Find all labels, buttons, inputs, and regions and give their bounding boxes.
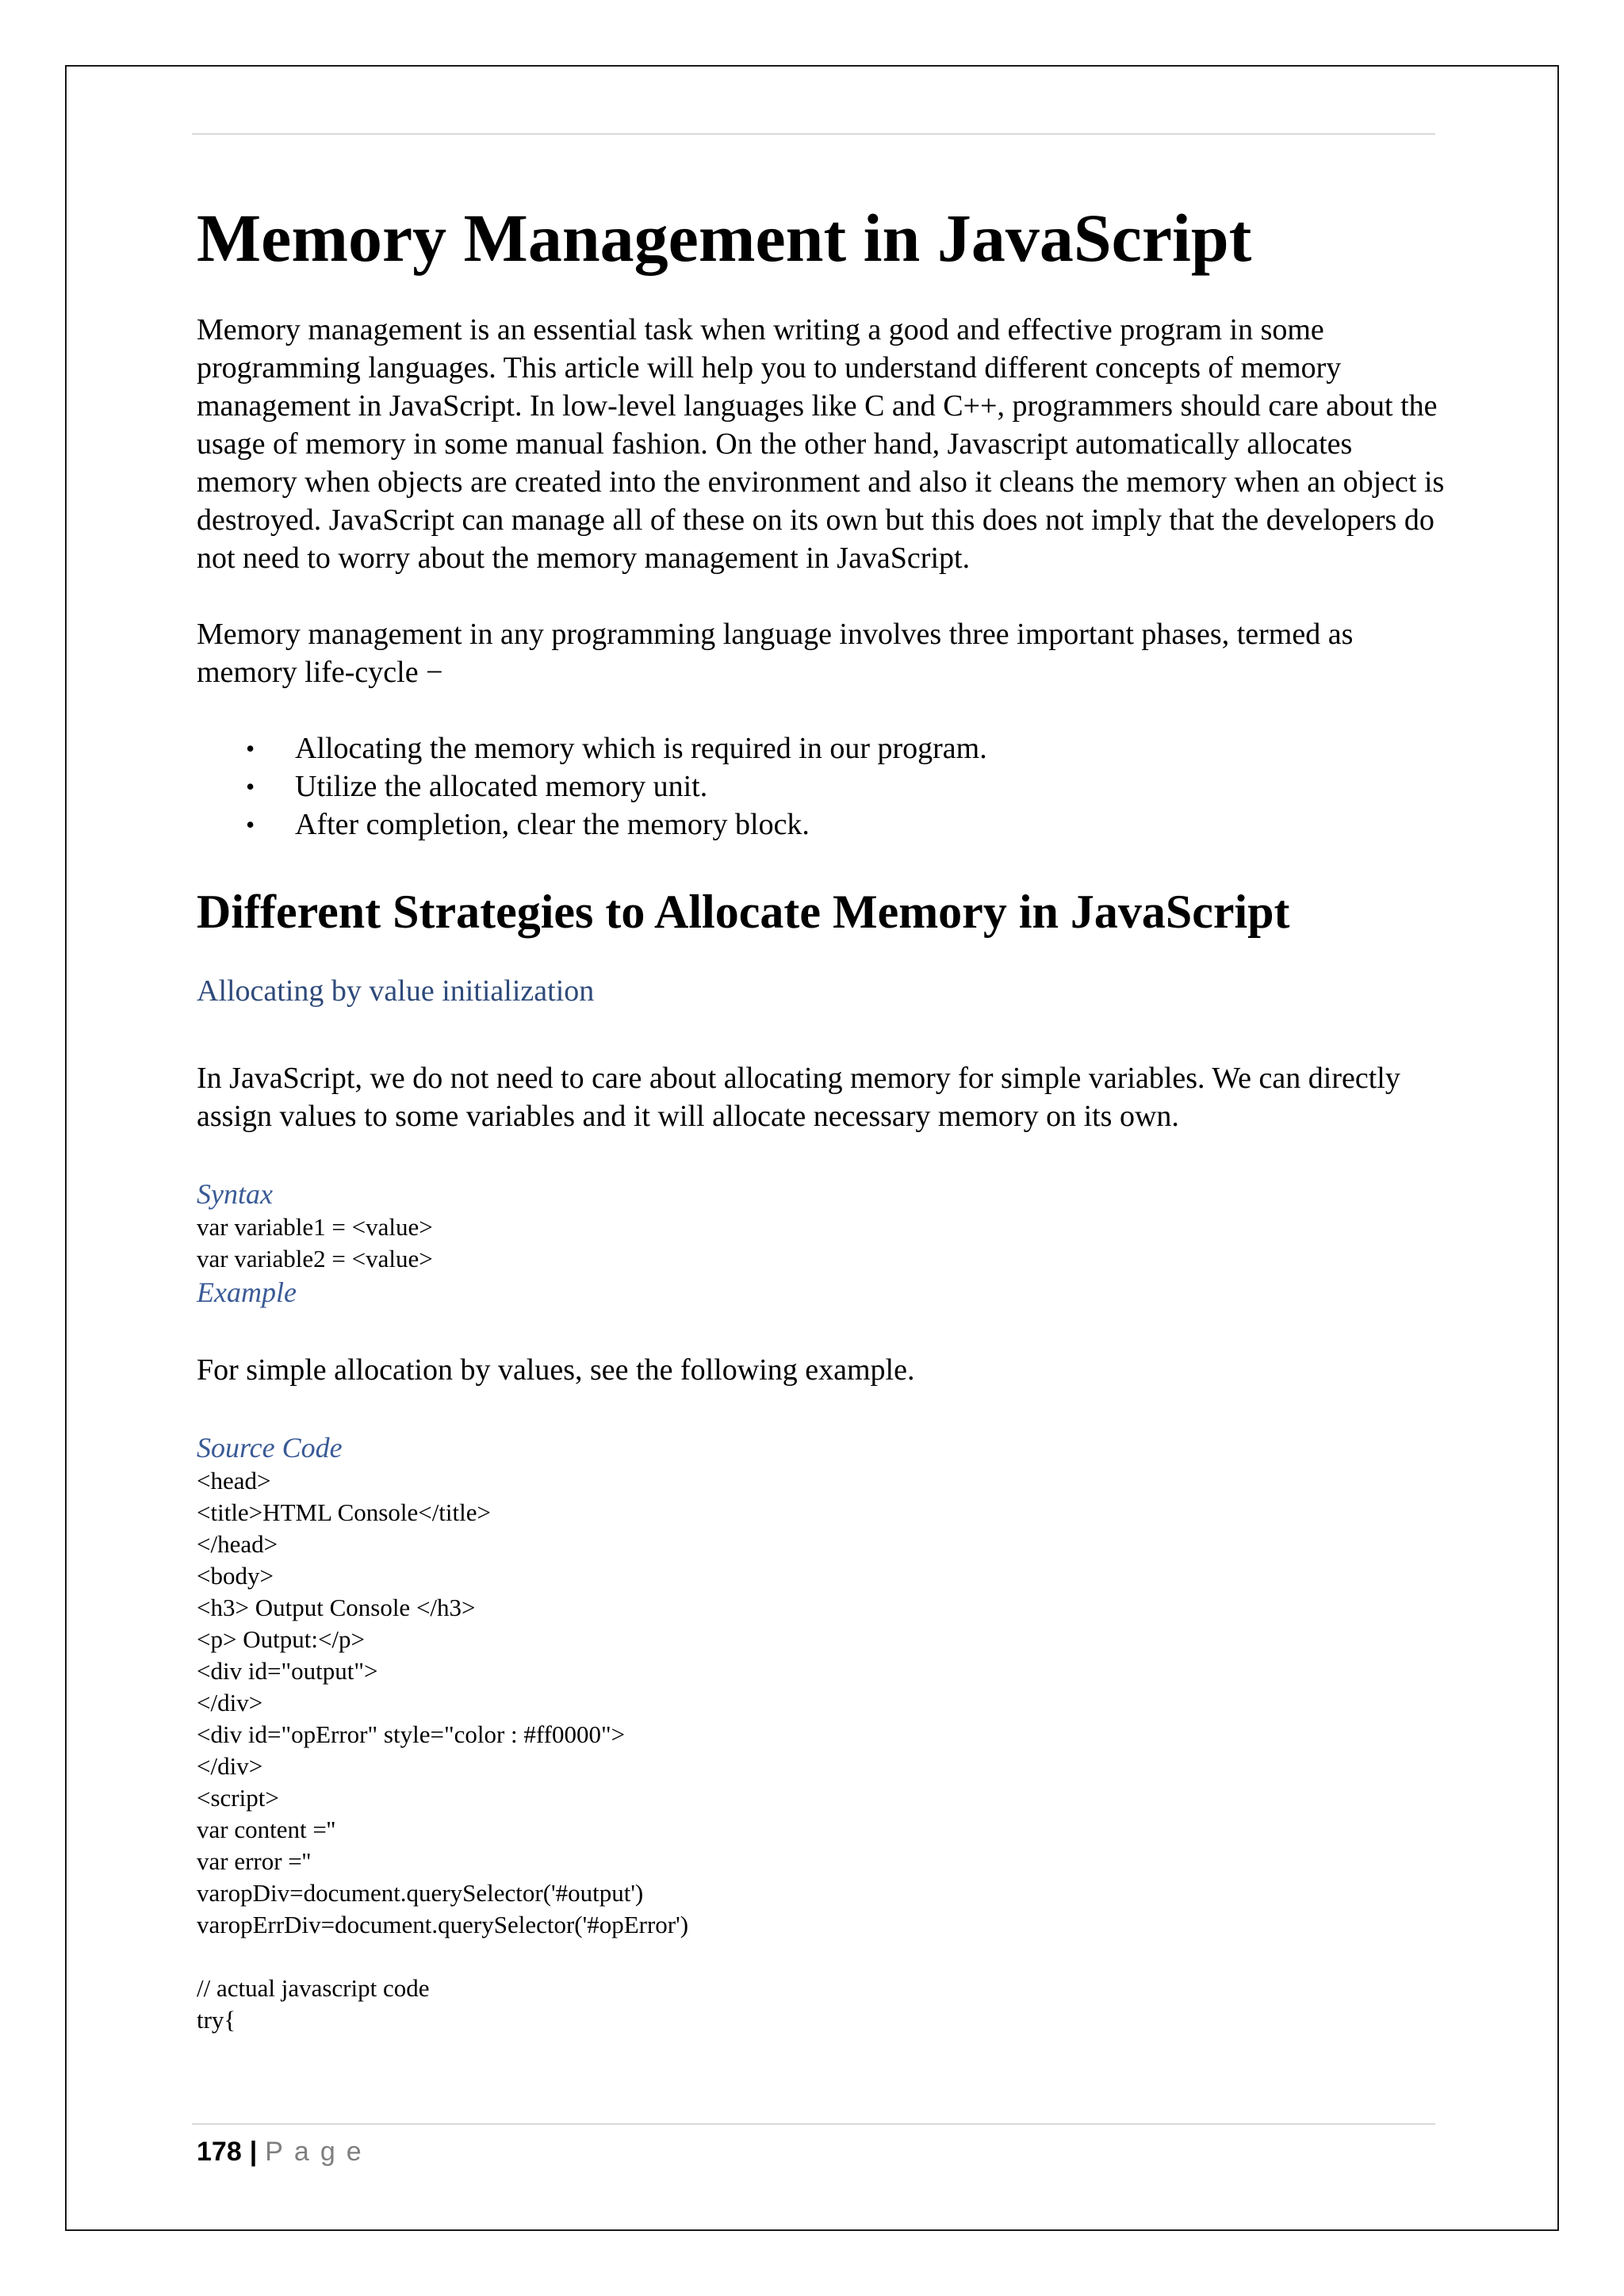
syntax-code: [197, 1211, 1450, 1275]
list-item: [197, 729, 1450, 767]
code-line: var content ='': [197, 1816, 335, 1843]
page-title: Memory Management in JavaScript: [197, 200, 1252, 276]
code-line: <p> Output:</p>: [197, 1625, 366, 1653]
list-item: [197, 806, 1450, 844]
document-body: [197, 190, 1450, 2036]
allocation-paragraph: In JavaScript, we do not need to care about allocating memory for simple variables. We can directly assign values to some variables and it will allocate necessary memory on its own.: [197, 1062, 1400, 1133]
code-line: try{: [197, 2006, 236, 2034]
bullet-icon: •: [246, 810, 255, 839]
code-line: var variable2 = <value>: [197, 1245, 433, 1272]
list-item-text: Allocating the memory which is required in our program.: [295, 732, 987, 765]
footer-rule: [192, 2123, 1435, 2125]
example-label: Example: [197, 1276, 297, 1308]
source-code-label: Source Code: [197, 1432, 343, 1464]
bullet-icon: •: [246, 772, 255, 801]
code-line: <title>HTML Console</title>: [197, 1498, 492, 1526]
code-line: <head>: [197, 1467, 271, 1494]
subsection-heading: Allocating by value initialization: [197, 974, 595, 1008]
code-spacer: [197, 1941, 1450, 1973]
page-word: Page: [265, 2137, 373, 2167]
bullet-icon: •: [246, 734, 255, 763]
code-line: </head>: [197, 1530, 278, 1558]
code-line: var variable1 = <value>: [197, 1213, 433, 1241]
page-footer: [197, 2133, 373, 2171]
code-line: </div>: [197, 1752, 263, 1780]
code-line: // actual javascript code: [197, 1974, 430, 2002]
syntax-label: Syntax: [197, 1178, 273, 1210]
list-item-text: After completion, clear the memory block.: [295, 808, 810, 841]
code-line: <div id="opError" style="color : #ff0000">: [197, 1720, 626, 1748]
lifecycle-paragraph: Memory management in any programming language involves three important phases, termed as memory life-cycle −: [197, 618, 1354, 689]
footer-separator: |: [249, 2137, 258, 2167]
code-line: varopErrDiv=document.querySelector('#opError'): [197, 1911, 689, 1938]
code-line: varopDiv=document.querySelector('#output'): [197, 1879, 644, 1907]
code-line: <script>: [197, 1784, 279, 1812]
code-line: <body>: [197, 1562, 274, 1590]
lifecycle-list: [197, 729, 1450, 844]
source-code-block: [197, 1465, 1450, 2036]
example-paragraph: For simple allocation by values, see the following example.: [197, 1353, 915, 1387]
page-number: 178: [197, 2137, 242, 2167]
section-heading: Different Strategies to Allocate Memory in JavaScript: [197, 886, 1290, 938]
list-item-text: Utilize the allocated memory unit.: [295, 770, 708, 803]
code-line: <h3> Output Console </h3>: [197, 1594, 476, 1621]
header-rule: [192, 133, 1435, 135]
list-item: [197, 767, 1450, 806]
code-line: <div id="output">: [197, 1657, 378, 1685]
code-line: </div>: [197, 1689, 263, 1716]
intro-paragraph: Memory management is an essential task when writing a good and effective program in some programming languages. This article will help you to understand different concepts of memory management in JavaScript. In low-level languages like C and C++, programmers should care about the usage of memory in some manual fashion. On the other hand, Javascript automatically allocates memory when objects are created into the environment and also it cleans the memory when an object is destroyed. JavaScript can manage all of these on its own but this does not imply that the developers do not need to worry about the memory management in JavaScript.: [197, 313, 1445, 575]
code-line: var error ='': [197, 1847, 311, 1875]
